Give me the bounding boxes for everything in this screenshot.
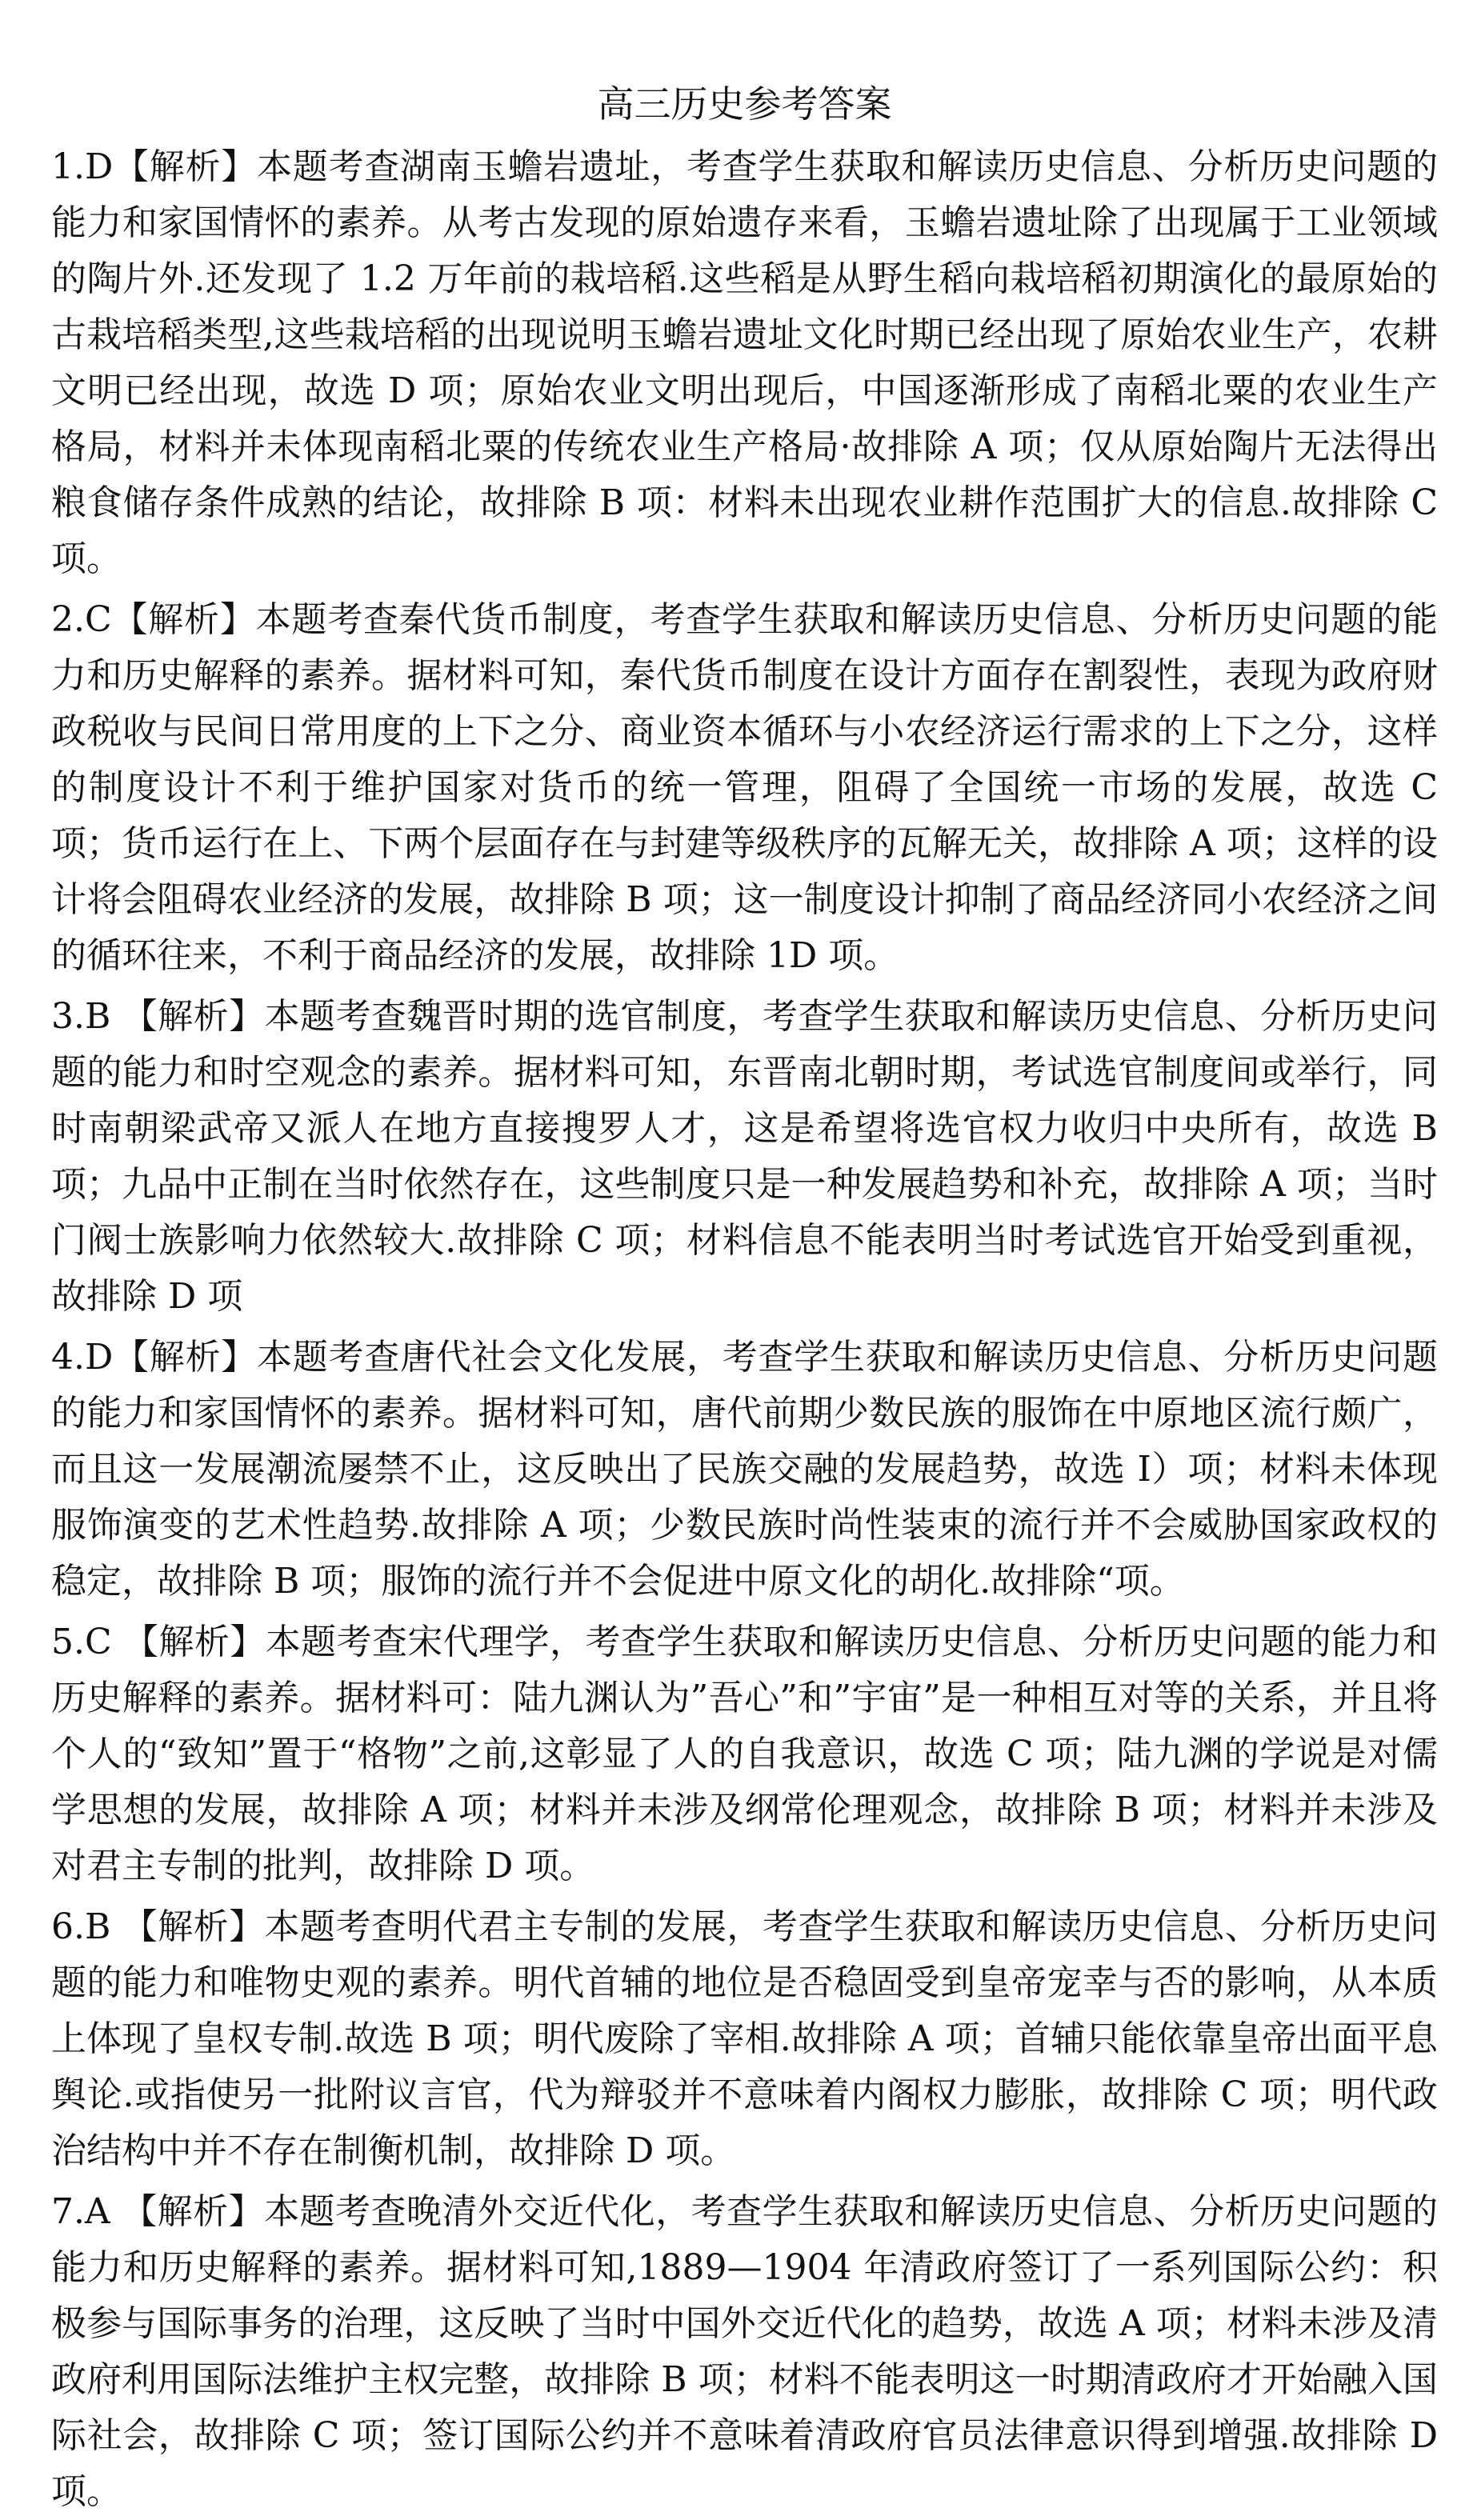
answer-item-4: 4.D【解析】本题考查唐代社会文化发展，考查学生获取和解读历史信息、分析历史问题的能力和家国情怀的素养。据材料可知，唐代前期少数民族的服饰在中原地区流行颇广，而且这一发展潮流屡禁不止，这反映出了民族交融的发展趋势，故选 I）项；材料未体现服饰演变的艺术性趋势.故排除 A 项；少数民族时尚性装束的流行并不会威胁国家政权的稳定，故排除 B 项；服饰的流行并不会促进中原文化的胡化.故排除“项。 bbox=[51, 1337, 1438, 1602]
document-title: 高三历史参考答案 bbox=[597, 82, 892, 126]
answer-item-3: 3.B 【解析】本题考查魏晋时期的选官制度，考查学生获取和解读历史信息、分析历史问题的能力和时空观念的素养。据材料可知，东晋南北朝时期，考试选官制度间或举行，同时南朝梁武帝又派人在地方直接搜罗人才，这是希望将选官权力收归中央所有，故选 B 项；九品中正制在当时依然存在，这些制度只是一种发展趋势和补充，故排除 A 项；当时门阀士族影响力依然较大.故排除 C 项；材料信息不能表明当时考试选官开始受到重视，故排除 D 项 bbox=[51, 996, 1438, 1317]
answer-item-5: 5.C 【解析】本题考查宋代理学，考查学生获取和解读历史信息、分析历史问题的能力和历史解释的素养。据材料可：陆九渊认为”吾心”和”宇宙”是一种相互对等的关系，并且将个人的“致知”置于“格物”之前,这彰显了人的自我意识，故选 C 项；陆九渊的学说是对儒学思想的发展，故排除 A 项；材料并未涉及纲常伦理观念，故排除 B 项；材料并未涉及对君主专制的批判，故排除 D 项。 bbox=[51, 1622, 1438, 1886]
answer-item-6: 6.B 【解析】本题考查明代君主专制的发展，考查学生获取和解读历史信息、分析历史问题的能力和唯物史观的素养。明代首辅的地位是否稳固受到皇帝宠幸与否的影响，从本质上体现了皇权专制.故选 B 项；明代废除了宰相.故排除 A 项；首辅只能依靠皇帝出面平息舆论.或指使另一批附议言官，代为辩驳并不意味着内阁权力膨胀，故排除 C 项；明代政治结构中并不存在制衡机制，故排除 D 项。 bbox=[51, 1906, 1438, 2171]
answer-item-7: 7.A 【解析】本题考查晚清外交近代化，考查学生获取和解读历史信息、分析历史问题的能力和历史解释的素养。据材料可知,1889—1904 年清政府签订了一系列国际公约：积极参与国际事务的治理，这反映了当时中国外交近代化的趋势，故选 A 项；材料未涉及清政府利用国际法维护主权完整，故排除 B 项；材料不能表明这一时期清政府才开始融入国际社会，故排除 C 项；签订国际公约并不意味着清政府官员法律意识得到增强.故排除 D 项。 bbox=[51, 2191, 1438, 2512]
answer-item-2: 2.C【解析】本题考查秦代货币制度，考查学生获取和解读历史信息、分析历史问题的能力和历史解释的素养。据材料可知，秦代货币制度在设计方面存在割裂性，表现为政府财政税收与民间日常用度的上下之分、商业资本循环与小农经济运行需求的上下之分，这样的制度设计不利于维护国家对货币的统一管理，阻碍了全国统一市场的发展，故选 C 项；货币运行在上、下两个层面存在与封建等级秩序的瓦解无关，故排除 A 项；这样的设计将会阻碍农业经济的发展，故排除 B 项；这一制度设计抑制了商品经济同小农经济之间的循环往来，不利于商品经济的发展，故排除 1D 项。 bbox=[51, 599, 1438, 976]
answer-item-1: 1.D【解析】本题考查湖南玉蟾岩遗址，考查学生获取和解读历史信息、分析历史问题的能力和家国情怀的素养。从考古发现的原始遗存来看，玉蟾岩遗址除了出现属于工业领域的陶片外.还发现了 1.2 万年前的栽培稻.这些稻是从野生稻向栽培稻初期演化的最原始的古栽培稻类型,这些栽培稻的出现说明玉蟾岩遗址文化时期已经出现了原始农业生产，农耕文明已经出现，故选 D 项；原始农业文明出现后，中国逐渐形成了南稻北粟的农业生产格局，材料并未体现南稻北粟的传统农业生产格局·故排除 A 项；仅从原始陶片无法得出粮食储存条件成熟的结论，故排除 B 项：材料未出现农业耕作范围扩大的信息.故排除 C 项。 bbox=[51, 146, 1438, 579]
